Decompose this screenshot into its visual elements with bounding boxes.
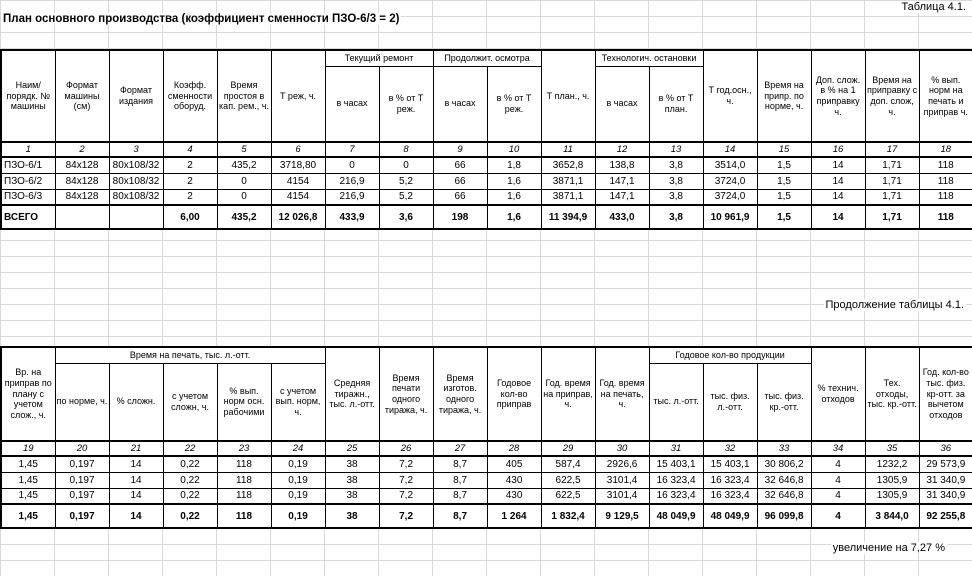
cell: 12 [595,142,649,157]
cell: 16 323,4 [649,472,703,488]
total-row [1,205,972,229]
cell: 6 [271,142,325,157]
col-header-shift-coeff: Коэфф. сменности оборуд. [163,50,217,142]
col-header-machine-format: Формат машины (см) [55,50,109,142]
cell: 80х108/32 [109,173,163,189]
col-header-slozh-percent: % сложн. [109,363,163,441]
cell: 622,5 [541,488,595,504]
cell: 433,0 [595,205,649,229]
col-header-pripravka-time: Время на приправку с доп. слож, ч. [865,50,919,142]
cell: 1,45 [1,456,55,472]
col-header-inspection-hours: в часах [433,66,487,142]
col-header-pripr-plan-time: Вр. на приправ по плану с учетом слож., ч. [1,347,55,441]
cell: 13 [649,142,703,157]
cell: 31 340,9 [919,488,972,504]
cell [55,205,109,229]
cell: 435,2 [217,157,271,173]
cell: 33 [757,441,811,456]
cell: 0 [379,157,433,173]
col-header-inspection-percent: в % от Т реж. [487,66,541,142]
cell: ВСЕГО [1,205,55,229]
cell: 118 [919,189,972,205]
cell: 435,2 [217,205,271,229]
cell: ПЗО-6/1 [1,157,55,173]
total-row [1,504,972,528]
cell: 20 [55,441,109,456]
cell: 0,22 [163,504,217,528]
col-header-t-rezh: Т реж, ч. [271,50,325,142]
cell: 433,9 [325,205,379,229]
cell: 84х128 [55,173,109,189]
col-header-tech-waste-percent: % технич. отходов [811,347,865,441]
cell: 92 255,8 [919,504,972,528]
cell: 7 [325,142,379,157]
cell: 3724,0 [703,173,757,189]
col-header-repair-percent: в % от Т реж. [379,66,433,142]
cell: 1,71 [865,189,919,205]
cell: 27 [433,441,487,456]
col-header-t-god-osn: Т год.осн., ч. [703,50,757,142]
col-header-repair-hours: в часах [325,66,379,142]
cell: 4 [163,142,217,157]
cell: 3,8 [649,157,703,173]
cell: 7,2 [379,488,433,504]
cell: 80х108/32 [109,157,163,173]
cell: 118 [919,157,972,173]
cell: ПЗО-6/3 [1,189,55,205]
cell: 8,7 [433,456,487,472]
col-header-with-vyp-norm: с учетом вып. норм, ч. [271,363,325,441]
cell: 48 049,9 [703,504,757,528]
cell: 0,19 [271,456,325,472]
cell: 2926,6 [595,456,649,472]
cell: 19 [1,441,55,456]
cell: 1,71 [865,157,919,173]
cell: 32 [703,441,757,456]
cell: 32 646,8 [757,472,811,488]
cell: 1 832,4 [541,504,595,528]
cell: 84х128 [55,157,109,173]
table-row [1,472,972,488]
cell: 14 [109,472,163,488]
col-header-annual-priprav-time: Год. время на приправ, ч. [541,347,595,441]
cell: 14 [811,157,865,173]
cell: 430 [487,488,541,504]
cell: 15 [757,142,811,157]
col-header-make-time-one: Время изготов. одного тиража, ч. [433,347,487,441]
cell: 3,8 [649,189,703,205]
cell: 29 [541,441,595,456]
cell: 0,19 [271,472,325,488]
cell: 1305,9 [865,488,919,504]
cell: 3871,1 [541,189,595,205]
cell: 118 [217,456,271,472]
cell: 36 [919,441,972,456]
cell: 15 403,1 [703,456,757,472]
col-header-edition-format: Формат издания [109,50,163,142]
header-group-row [1,50,972,66]
cell: 4154 [271,189,325,205]
cell: 1,45 [1,488,55,504]
group-header-tech-stops: Технологич. остановки [595,50,703,66]
cell: 8,7 [433,504,487,528]
cell: 198 [433,205,487,229]
cell: 17 [865,142,919,157]
cell: 35 [865,441,919,456]
col-header-tys-fiz-l-ott: тыс. физ. л.-отт. [703,363,757,441]
table-row [1,456,972,472]
table-caption: Таблица 4.1. [901,1,966,13]
cell: 8,7 [433,472,487,488]
cell: 0,197 [55,472,109,488]
cell: 2 [163,189,217,205]
cell: 1232,2 [865,456,919,472]
cell: 14 [109,488,163,504]
cell: 216,9 [325,189,379,205]
cell: 147,1 [595,189,649,205]
cell: 2 [163,173,217,189]
col-header-pripr-norm-time: Время на припр. по норме, ч. [757,50,811,142]
col-header-dop-slozh: Доп. слож. в % на 1 приправку ч. [811,50,865,142]
continuation-label: Продолжение таблицы 4.1. [825,299,964,311]
cell: 0,197 [55,488,109,504]
cell: 14 [811,205,865,229]
cell: 0,22 [163,488,217,504]
col-header-norm-percent: % вып. норм на печать и приправ ч. [919,50,972,142]
cell: 0,19 [271,488,325,504]
cell: 9 129,5 [595,504,649,528]
table-row [1,488,972,504]
cell: 1,71 [865,205,919,229]
col-header-tech-waste: Тех. отходы, тыс. кр.-отт. [865,347,919,441]
cell: 16 323,4 [703,488,757,504]
col-header-tech-stop-hours: в часах [595,66,649,142]
cell: 96 099,8 [757,504,811,528]
group-header-inspection: Продолжит. осмотра [433,50,541,66]
cell: 3514,0 [703,157,757,173]
cell: 38 [325,472,379,488]
col-header-t-plan: Т план., ч. [541,50,595,142]
col-header-annual-priprav-count: Годовое кол-во приправ [487,347,541,441]
col-header-tys-l-ott: тыс. л.-отт. [649,363,703,441]
cell: 31 340,9 [919,472,972,488]
cell: 1,6 [487,173,541,189]
cell: 8 [379,142,433,157]
cell: 1,6 [487,189,541,205]
cell: 405 [487,456,541,472]
continuation-table [0,346,972,529]
cell: 3101,4 [595,488,649,504]
cell: 1,5 [757,205,811,229]
cell: 3718,80 [271,157,325,173]
table-row [1,189,972,205]
cell: 10 961,9 [703,205,757,229]
cell: 2 [163,157,217,173]
cell: 1,5 [757,157,811,173]
cell: 66 [433,157,487,173]
cell: 4 [811,488,865,504]
cell: 118 [919,205,972,229]
col-header-vyp-norm-percent: % вып. норм осн. рабочими [217,363,271,441]
cell: 14 [109,504,163,528]
cell: 0 [325,157,379,173]
group-header-print-time: Время на печать, тыс. л.-отт. [55,347,325,363]
cell: ПЗО-6/2 [1,173,55,189]
cell: 118 [919,173,972,189]
cell: 0 [217,189,271,205]
column-numbers-row [1,142,972,157]
cell: 10 [487,142,541,157]
cell: 7,2 [379,472,433,488]
cell: 0,197 [55,456,109,472]
cell: 34 [811,441,865,456]
cell: 14 [811,173,865,189]
table-row [1,157,972,173]
cell: 430 [487,472,541,488]
cell: 16 [811,142,865,157]
col-header-with-slozh: с учетом сложн, ч. [163,363,217,441]
col-header-downtime: Время простоя в кап. рем., ч. [217,50,271,142]
cell: 1,5 [757,189,811,205]
col-header-tys-fiz-kr-ott: тыс. физ. кр.-отт. [757,363,811,441]
cell: 23 [217,441,271,456]
cell: 38 [325,504,379,528]
cell: 1,45 [1,504,55,528]
cell: 3101,4 [595,472,649,488]
cell: 48 049,9 [649,504,703,528]
cell: 3652,8 [541,157,595,173]
cell: 38 [325,456,379,472]
cell: 7,2 [379,456,433,472]
cell: 1305,9 [865,472,919,488]
cell: 8,7 [433,488,487,504]
cell: 118 [217,488,271,504]
cell: 25 [325,441,379,456]
cell: 9 [433,142,487,157]
header-group-row [1,347,972,363]
cell: 16 323,4 [649,488,703,504]
group-header-current-repair: Текущий ремонт [325,50,433,66]
cell: 4 [811,504,865,528]
sheet-title: План основного производства (коэффициент сменности ПЗО-6/3 = 2) [3,13,400,25]
col-header-avg-tirazh: Средняя тиражн., тыс. л.-отт. [325,347,379,441]
cell: 15 403,1 [649,456,703,472]
cell: 38 [325,488,379,504]
cell: 5,2 [379,189,433,205]
cell: 66 [433,173,487,189]
cell: 2 [55,142,109,157]
cell: 3 844,0 [865,504,919,528]
cell: 14 [811,189,865,205]
cell: 118 [217,472,271,488]
cell: 28 [487,441,541,456]
cell: 26 [379,441,433,456]
col-header-machine-name: Наим/ порядк. № машины [1,50,55,142]
table-row [1,173,972,189]
cell: 4154 [271,173,325,189]
col-header-by-norm: по норме, ч. [55,363,109,441]
cell: 30 806,2 [757,456,811,472]
cell: 12 026,8 [271,205,325,229]
cell: 0,22 [163,472,217,488]
col-header-tech-stop-percent: в % от Т план. [649,66,703,142]
cell: 14 [109,456,163,472]
cell: 1,8 [487,157,541,173]
cell: 3,6 [379,205,433,229]
cell: 32 646,8 [757,488,811,504]
cell: 3871,1 [541,173,595,189]
cell: 66 [433,189,487,205]
cell: 84х128 [55,189,109,205]
cell: 3,8 [649,173,703,189]
cell: 11 394,9 [541,205,595,229]
group-header-annual-output: Годовое кол-во продукции [649,347,811,363]
cell: 22 [163,441,217,456]
cell: 0,197 [55,504,109,528]
cell: 0,19 [271,504,325,528]
cell: 138,8 [595,157,649,173]
cell: 5 [217,142,271,157]
cell: 147,1 [595,173,649,189]
cell: 7,2 [379,504,433,528]
cell: 587,4 [541,456,595,472]
cell: 1,45 [1,472,55,488]
cell: 29 573,9 [919,456,972,472]
cell: 1,5 [757,173,811,189]
cell: 24 [271,441,325,456]
cell: 3724,0 [703,189,757,205]
cell: 4 [811,472,865,488]
cell: 14 [703,142,757,157]
cell: 4 [811,456,865,472]
col-header-annual-net-output: Год. кол-во тыс. физ. кр-отт. за вычетом отходов [919,347,972,441]
cell: 11 [541,142,595,157]
column-numbers-row [1,441,972,456]
cell: 118 [217,504,271,528]
cell: 21 [109,441,163,456]
cell: 30 [595,441,649,456]
increase-note: увеличение на 7,27 % [832,542,945,554]
cell: 1,6 [487,205,541,229]
col-header-annual-print-time: Год. время на печать, ч. [595,347,649,441]
cell: 5,2 [379,173,433,189]
cell: 6,00 [163,205,217,229]
cell: 3,8 [649,205,703,229]
cell: 622,5 [541,472,595,488]
cell: 1 264 [487,504,541,528]
cell: 0 [217,173,271,189]
cell [109,205,163,229]
main-production-plan-table [0,49,972,230]
cell: 80х108/32 [109,189,163,205]
cell: 16 323,4 [703,472,757,488]
col-header-print-time-one: Время печати одного тиража, ч. [379,347,433,441]
cell: 216,9 [325,173,379,189]
cell: 18 [919,142,972,157]
cell: 0,22 [163,456,217,472]
cell: 1 [1,142,55,157]
cell: 3 [109,142,163,157]
cell: 31 [649,441,703,456]
cell: 1,71 [865,173,919,189]
